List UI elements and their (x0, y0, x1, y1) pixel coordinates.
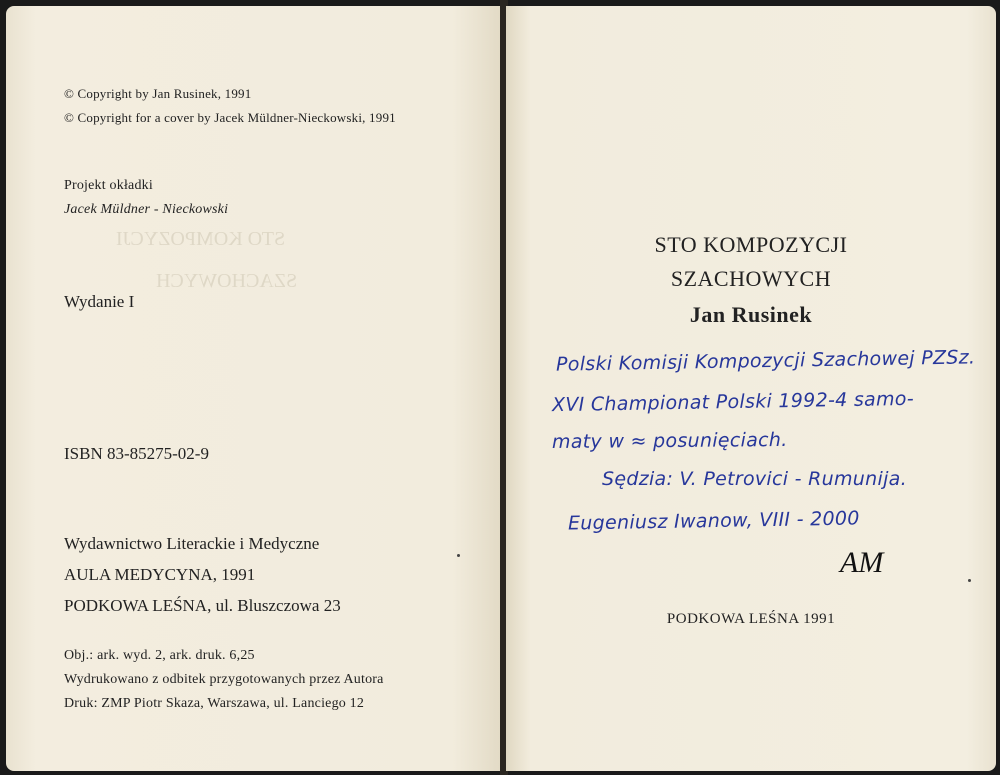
publisher-address: PODKOWA LEŚNA, ul. Bluszczowa 23 (64, 596, 341, 615)
cover-design-label: Projekt okładki (64, 178, 153, 193)
publisher-logo: AM (840, 546, 884, 579)
isbn: ISBN 83-85275-02-9 (64, 444, 209, 463)
print-note: Wydrukowano z odbitek przygotowanych przez Autora (64, 672, 384, 687)
book-title-line-2: SZACHOWYCH (670, 266, 832, 291)
book-author: Jan Rusinek (689, 302, 813, 327)
paper-speck (457, 554, 460, 557)
left-page (6, 6, 502, 771)
cover-design-author: Jacek Müldner - Nieckowski (64, 202, 229, 217)
inscription-line-2: XVI Championat Polski 1992-4 samo- (551, 387, 915, 417)
inscription-line-5: Eugeniusz Iwanow, VIII - 2000 (567, 507, 860, 535)
publisher-imprint: AULA MEDYCYNA, 1991 (64, 565, 256, 584)
paper-speck (968, 579, 971, 582)
copyright-author: © Copyright by Jan Rusinek, 1991 (64, 86, 252, 101)
publisher-name: Wydawnictwo Literackie i Medyczne (64, 534, 320, 553)
copyright-cover: © Copyright for a cover by Jacek Müldner-Nieckowski, 1991 (64, 110, 396, 125)
edition-label: Wydanie I (64, 292, 135, 311)
imprint: PODKOWA LEŚNA 1991 (666, 611, 836, 627)
right-page (506, 6, 996, 771)
bleed-through-subtitle: SZACHOWYCH (156, 270, 298, 292)
inscription-line-3: maty w ≈ posunięciach. (551, 428, 788, 454)
book-title-line-1: STO KOMPOZYCJI (654, 232, 848, 257)
inscription-line-4: Sędzia: V. Petrovici - Rumunija. (602, 468, 907, 490)
printer: Druk: ZMP Piotr Skaza, Warszawa, ul. Lanciego 12 (64, 696, 365, 711)
inscription-line-1: Polski Komisji Kompozycji Szachowej PZSz. (555, 346, 976, 376)
print-volume: Obj.: ark. wyd. 2, ark. druk. 6,25 (64, 648, 255, 663)
bleed-through-title: STO KOMPOZYCJI (116, 228, 286, 250)
